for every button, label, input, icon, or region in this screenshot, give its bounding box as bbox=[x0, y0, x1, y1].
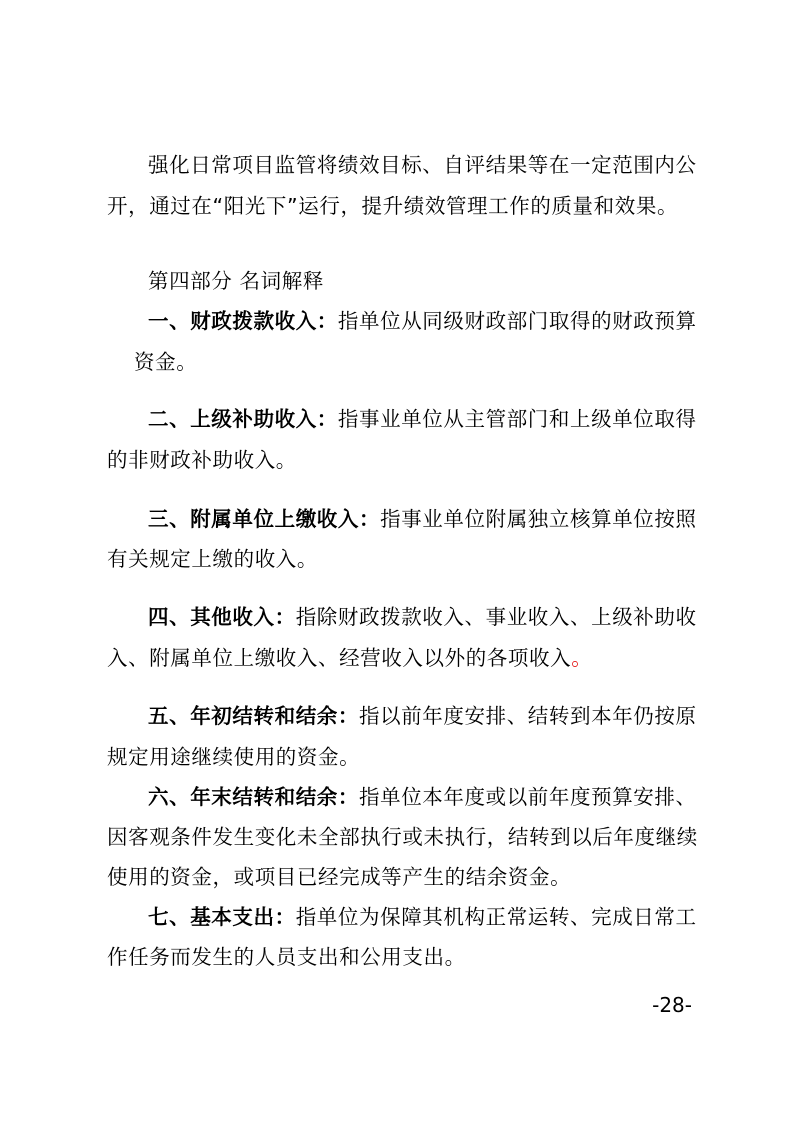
definition-2-line-2: 的非财政补助收入。 bbox=[107, 448, 297, 472]
definition-3-line-2: 有关规定上缴的收入。 bbox=[107, 547, 318, 571]
definition-term: 四、其他收入： bbox=[148, 605, 296, 629]
definition-term: 三、附属单位上缴收入： bbox=[148, 507, 381, 531]
definition-term: 六、年末结转和结余： bbox=[148, 785, 359, 809]
section-heading: 第四部分 名词解释 bbox=[148, 269, 324, 293]
intro-line-2: 开，通过在“阳光下”运行，提升绩效管理工作的质量和效果。 bbox=[107, 194, 679, 218]
red-period: 。 bbox=[571, 646, 593, 670]
definition-1-line-1 bbox=[148, 308, 697, 334]
definition-text: 指单位为保障其机构正常运转、完成日常工 bbox=[295, 905, 697, 929]
definition-7-line-2: 作任务而发生的人员支出和公用支出。 bbox=[107, 945, 466, 969]
definition-6-line-3: 使用的资金，或项目已经完成等产生的结余资金。 bbox=[107, 865, 572, 889]
page-number: -28- bbox=[652, 993, 692, 1017]
definition-6-line-1 bbox=[148, 784, 697, 810]
definition-1-line-2: 资金。 bbox=[134, 350, 198, 374]
definition-6-line-2: 因客观条件发生变化未全部执行或未执行，结转到以后年度继续 bbox=[107, 825, 698, 849]
definition-text: 指单位从同级财政部门取得的财政预算 bbox=[337, 309, 697, 333]
definition-text: 指单位本年度或以前年度预算安排、 bbox=[359, 785, 697, 809]
definition-text: 入、附属单位上缴收入、经营收入以外的各项收入 bbox=[107, 646, 572, 670]
definition-3-line-1 bbox=[148, 506, 697, 532]
definition-7-line-1 bbox=[148, 904, 697, 930]
definition-4-line-1 bbox=[148, 604, 697, 630]
definition-term: 一、财政拨款收入： bbox=[148, 309, 338, 333]
definition-term: 二、上级补助收入： bbox=[148, 407, 338, 431]
definition-5-line-1 bbox=[148, 703, 697, 729]
definition-5-line-2: 规定用途继续使用的资金。 bbox=[107, 745, 361, 769]
definition-term: 七、基本支出： bbox=[148, 905, 296, 929]
definition-text: 指事业单位从主管部门和上级单位取得 bbox=[337, 407, 697, 431]
definition-text: 指事业单位附属独立核算单位按照 bbox=[380, 507, 697, 531]
definition-4-line-2 bbox=[107, 645, 592, 671]
definition-term: 五、年初结转和结余： bbox=[148, 704, 359, 728]
definition-text: 指以前年度安排、结转到本年仍按原 bbox=[359, 704, 697, 728]
definition-text: 指除财政拨款收入、事业收入、上级补助收 bbox=[295, 605, 697, 629]
intro-line-1: 强化日常项目监管将绩效目标、自评结果等在一定范围内公 bbox=[148, 153, 697, 177]
definition-2-line-1 bbox=[148, 406, 697, 432]
